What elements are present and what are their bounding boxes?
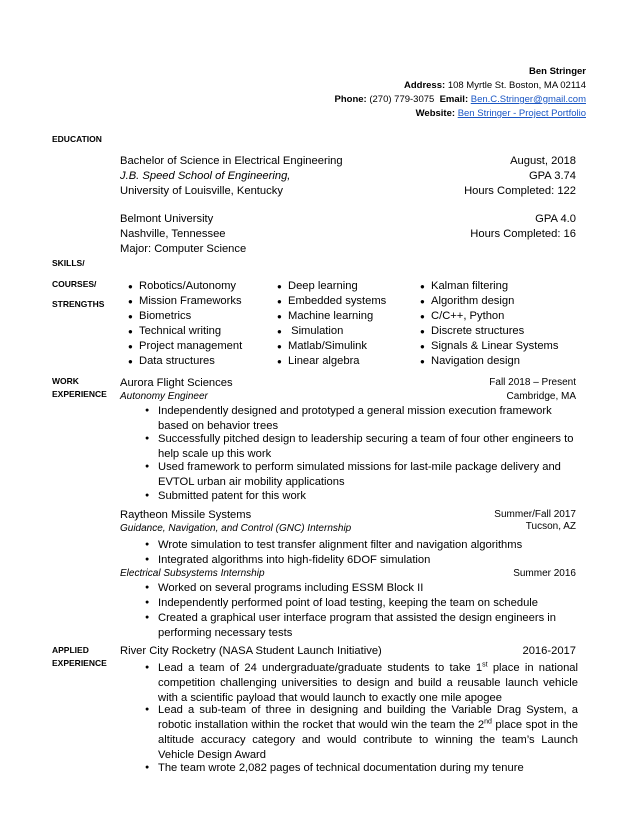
section-applied-2: EXPERIENCE — [52, 658, 107, 668]
work-bullet: Created a graphical user interface program that assisted the design engineers in performing necessary tests — [158, 612, 557, 639]
email-link[interactable]: Ben.C.Stringer@gmail.com — [470, 94, 586, 105]
section-skills-1: SKILLS/ — [52, 258, 85, 268]
skill-item: ● Project management — [139, 340, 242, 352]
work-title: Guidance, Navigation, and Control (GNC) Internship — [120, 523, 352, 534]
section-work-2: EXPERIENCE — [52, 389, 107, 399]
work-dates: Summer 2016 — [513, 568, 576, 579]
work-title: Electrical Subsystems Internship — [120, 568, 265, 579]
skill-item: ● Data structures — [139, 355, 215, 367]
edu2-location: Nashville, Tennessee — [120, 228, 226, 240]
section-education: EDUCATION — [52, 134, 102, 144]
work-company: Raytheon Missile Systems — [120, 509, 252, 521]
edu-gpa: GPA 3.74 — [528, 170, 576, 182]
website-line — [416, 108, 586, 119]
work-bullet: Independently designed and prototyped a general mission execution framework based on behavior trees — [158, 405, 552, 432]
skill-item: ● Matlab/Simulink — [288, 340, 367, 352]
skill-item: ● Robotics/Autonomy — [139, 280, 236, 292]
edu-university: University of Louisville, Kentucky — [120, 185, 283, 197]
work-bullet: Integrated algorithms into high-fidelity 6DOF simulation — [158, 554, 431, 566]
skill-item: ● Signals & Linear Systems — [431, 340, 558, 352]
bullet-icon: ● — [145, 764, 150, 771]
edu-degree: Bachelor of Science in Electrical Engineering — [120, 155, 343, 167]
skill-item: ● Linear algebra — [288, 355, 360, 367]
skill-item: ● C/C++, Python — [431, 310, 504, 322]
edu2-gpa: GPA 4.0 — [535, 213, 576, 225]
resume-name: Ben Stringer — [528, 66, 586, 77]
work-title: Autonomy Engineer — [120, 391, 208, 402]
applied-bullet-text: place in national competition challenging universities to design and build a reusable launch vehicle with a scientific payload that would launch to exactly one mile apogee — [158, 662, 578, 704]
applied-org: River City Rocketry (NASA Student Launch Initiative) — [120, 645, 382, 657]
edu-school: J.B. Speed School of Engineering, — [120, 170, 291, 182]
skill-item: ● Embedded systems — [288, 295, 386, 307]
bullet-icon: ● — [145, 614, 150, 621]
website-link[interactable]: Ben Stringer - Project Portfolio — [457, 108, 586, 119]
bullet-icon: ● — [145, 584, 150, 591]
applied-bullet — [158, 661, 578, 706]
skill-item: ● Technical writing — [139, 325, 221, 337]
bullet-icon: ● — [145, 463, 150, 470]
skill-item: ● Navigation design — [431, 355, 520, 367]
address-value: 108 Myrtle St. Boston, MA 02114 — [447, 80, 586, 91]
bullet-icon: ● — [145, 541, 150, 548]
work-company: Aurora Flight Sciences — [120, 377, 233, 389]
work-bullet: Submitted patent for this work — [158, 490, 306, 502]
edu2-school: Belmont University — [120, 213, 214, 225]
email-label: Email: — [439, 94, 469, 105]
skill-item: ● Algorithm design — [431, 295, 514, 307]
work-bullet: Successfully pitched design to leadership securing a team of four other engineers to help scale up this work — [158, 433, 574, 460]
bullet-icon: ● — [145, 556, 150, 563]
address-label: Address: — [403, 80, 446, 91]
phone-label: Phone: — [334, 94, 367, 105]
work-dates: Summer/Fall 2017 — [494, 509, 576, 520]
applied-bullet-text: Lead a team of 24 undergraduate/graduate students to take 1 — [158, 662, 483, 674]
section-applied-1: APPLIED — [52, 645, 89, 655]
skill-item: ● Discrete structures — [431, 325, 524, 337]
edu-date: August, 2018 — [510, 155, 576, 167]
ordinal-suffix: st — [482, 661, 488, 669]
contact-line — [335, 94, 587, 105]
skill-item: ● Deep learning — [288, 280, 358, 292]
work-location: Cambridge, MA — [506, 391, 576, 402]
edu-hours: Hours Completed: 122 — [464, 185, 576, 197]
work-location: Tucson, AZ — [525, 521, 576, 532]
ordinal-suffix: nd — [484, 718, 492, 726]
bullet-icon: ● — [145, 435, 150, 442]
section-work-1: WORK — [52, 376, 79, 386]
work-bullet: Used framework to perform simulated missions for last-mile package delivery and EVTOL urban air mobility applications — [158, 461, 561, 488]
applied-dates: 2016-2017 — [522, 645, 576, 657]
work-bullet: Worked on several programs including ESSM Block II — [158, 582, 424, 594]
bullet-icon: ● — [145, 599, 150, 606]
address-line — [404, 80, 586, 91]
applied-bullet-text: Lead a sub-team of three in designing and building the Variable Drag System, a robotic installation within the rocket that would win the team the 2 — [158, 704, 578, 731]
applied-bullet — [158, 703, 578, 763]
bullet-icon: ● — [145, 706, 150, 713]
work-dates: Fall 2018 – Present — [489, 377, 576, 388]
phone-value: (270) 779-3075 — [369, 94, 435, 105]
bullet-icon: ● — [145, 407, 150, 414]
bullet-icon: ● — [145, 664, 150, 671]
applied-bullet: The team wrote 2,082 pages of technical documentation during my tenure — [158, 762, 524, 774]
skill-item: ● Kalman filtering — [431, 280, 508, 292]
skill-item: ● Machine learning — [288, 310, 373, 322]
work-bullet: Independently performed point of load testing, keeping the team on schedule — [158, 597, 539, 609]
edu2-hours: Hours Completed: 16 — [470, 228, 576, 240]
edu2-major: Major: Computer Science — [120, 243, 247, 255]
section-skills-2: COURSES/ — [52, 279, 97, 289]
skill-item: ● Simulation — [288, 325, 343, 337]
skill-item: ● Mission Frameworks — [139, 295, 242, 307]
section-skills-3: STRENGTHS — [52, 299, 105, 309]
website-label: Website: — [415, 108, 456, 119]
applied-bullet-text: place spot in the altitude accuracy category and would contribute to winning the team’s Launch Vehicle Design Award — [158, 719, 578, 761]
skill-item: ● Biometrics — [139, 310, 191, 322]
bullet-icon: ● — [145, 492, 150, 499]
work-bullet: Wrote simulation to test transfer alignment filter and navigation algorithms — [158, 539, 523, 551]
